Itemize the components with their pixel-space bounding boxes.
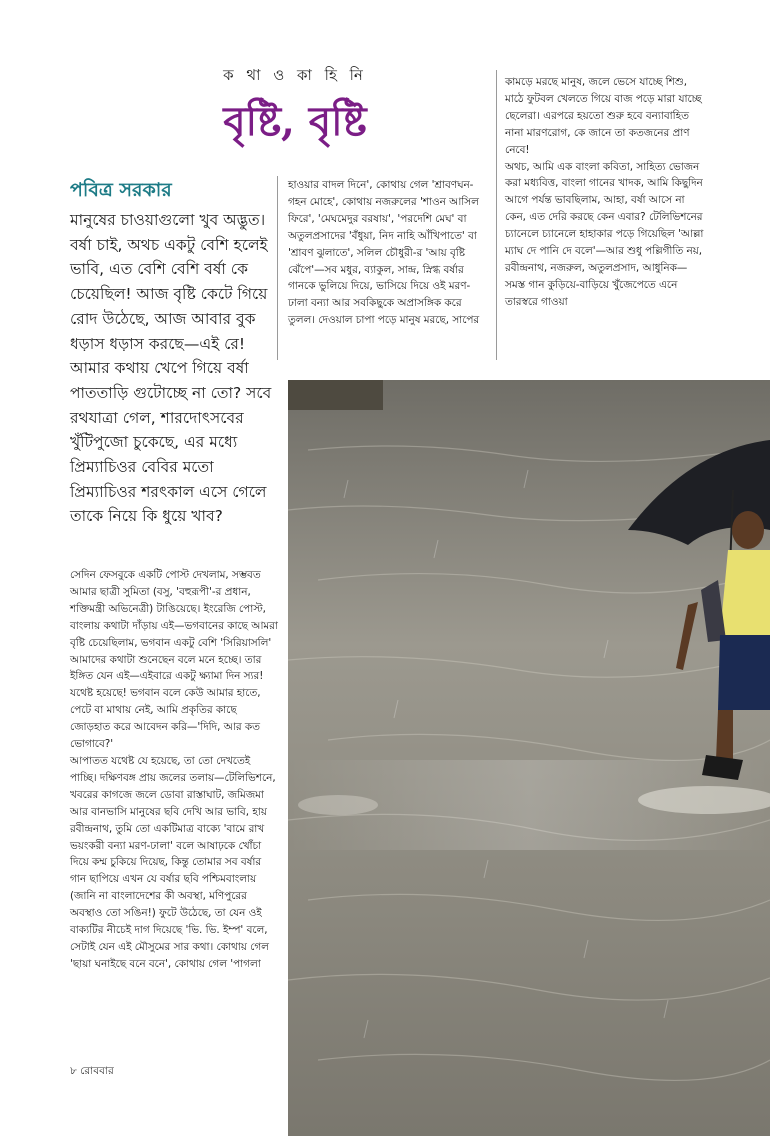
railing <box>288 380 383 410</box>
photo-illustration <box>288 380 770 1136</box>
body-column-3: কামড়ে মরছে মানুষ, জলে ভেসে যাচ্ছে শিশু, মাঠে ফুটবল খেলতে গিয়ে বাজ পড়ে মারা যাচ্ছে ছেলেরা। এরপরে হয়তো শুরু হবে বন্যাবাহিত নানা মারণরোগ, কে জানে তা কতজনের প্রাণ নেবে! অথচ, আমি এক বাংলা কবিতা, সাহিত্য ভোজন করা মধ্যবিত্ত, বাংলা গানের খাদক, আমি কিছুদিন আগে পর্যন্ত ভাবছিলাম, আহা, বর্ষা আসে না কেন, এত দেরি করছে কেন এবার? টেলিভিশনের চ্যানেলে চ্যানেলে হাহাকার পড়ে গিয়েছিল 'আল্লা ম্যাঘ দে পানি দে বলে'—আর শুধু পল্লিগীতি নয়, রবীন্দ্রনাথ, নজরুল, অতুলপ্রসাদ, আধুনিক—সমস্ত গান কুড়িয়ে-বাড়িয়ে খুঁজেপেতে এনে তারস্বরে গাওয়া <box>505 76 704 308</box>
intro-paragraph: মানুষের চাওয়াগুলো খুব অদ্ভুত। বর্ষা চাই, অথচ একটু বেশি হলেই ভাবি, এত বেশি বেশি বর্ষা কে চেয়েছিল! আজ বৃষ্টি কেটে গিয়ে রোদ উঠেছে, আজ আবার বুক ধড়াস ধড়াস করছে—এই রে! আমার কথায় খেপে গিয়ে বর্ষা পাততাড়ি গুটোচ্ছে না তো? সবে রথযাত্রা গেল, শারদোৎসবের খুঁটিপুজো চুকেছে, এর মধ্যে প্রিম্যাচিওর বেবির মতো প্রিম্যাচিওর শরৎকাল এসে গেলে তাকে নিয়ে কি ধুয়ে খাব? <box>70 211 272 526</box>
child-shirt <box>720 550 770 635</box>
column-divider <box>496 70 497 360</box>
body-column-2: হাওয়ার বাদল দিনে', কোথায় গেল 'শ্রাবণঘন-গহন মোহে', কোথায় নজরুলের 'শাওন আসিল ফিরে', 'মেঘমেদুর বরষায়', 'পরদেশি মেঘ' বা অতুলপ্রসাদের 'বঁধুয়া, নিদ নাহি আঁখিপাতে' বা 'শ্রাবণ ঝুলাতে', সলিল চৌধুরী-র 'আয় বৃষ্টি ঝেঁপে'—সব মধুর, ব্যাকুল, সান্দ্র, স্নিগ্ধ বর্ষার গানকে ভুলিয়ে দিয়ে, ভাসিয়ে দিয়ে ওই মরণ-ঢালা বন্যা আর সবকিছুকে অপ্রাসঙ্গিক করে তুলল। দেওয়াল চাপা পড়ে মানুষ মরছে, সাপের <box>288 179 480 327</box>
page-folio: ৮ রোববার <box>70 1065 114 1077</box>
headline: বৃষ্টি, বৃষ্টি <box>223 98 367 145</box>
body-column-1: সেদিন ফেসবুকে একটি পোস্ট দেখলাম, সম্ভবত আমার ছাত্রী সুমিতা (বসু, 'বহুরূপী'-র প্রধান, শক্তিমন্ত্রী অভিনেত্রী) টাঙিয়েছে। ইংরেজি পোস্ট, বাংলায় কথাটা দাঁড়ায় এই—ভগবানের কাছে আমরা বৃষ্টি চেয়েছিলাম, ভগবান একটু বেশি 'সিরিয়াসলি' আমাদের কথাটা শুনেছেন বলে মনে হচ্ছে। তার ইঙ্গিত যেন এই—এইবারে একটু ক্ষ্যামা দিন স্যর! যথেষ্ট হয়েছে! ভগবান বলে কেউ আমার হাতে, পেটে বা মাথায় নেই, আমি প্রকৃতির কাছে জোড়হাত করে আবেদন করি—'দিদি, আর কত ভোগাবে?' আপাতত যথেষ্ট যে হয়েছে, তা তো দেখতেই পাচ্ছি। দক্ষিণবঙ্গ প্রায় জলের তলায়—টেলিভিশনে, খবরের কাগজে জলে ডোবা রাস্তাঘাট, জমিজমা আর বানভাসি মানুষের ছবি দেখি আর ভাবি, হায় রবীন্দ্রনাথ, তুমি তো একটিমাত্র বাক্যে 'বামে রাখ ভয়ংকরী বন্যা মরণ-ঢালা' বলে আষাঢ়কে খোঁচা দিয়ে কম্ম চুকিয়ে দিয়েছ, কিন্তু তোমার সব বর্ষার গান ছাপিয়ে এখন যে বর্ষার ছবি পশ্চিমবাংলায় (জানি না বাংলাদেশের কী অবস্থা, মণিপুরের অবস্থাও তো সঙিন!) ফুটে উঠেছে, তা যেন ওই বাক্যটির নীচেই দাগ দিয়েছে 'ভি. ভি. ইম্প' বলে, সেটাই যেন এই মৌসুমের সার কথা। কোথায় গেল 'ছায়া ঘনাইছে বনে বনে', কোথায় গেল 'পাগলা <box>70 569 278 970</box>
section-label: ক থা ও কা হি নি <box>223 66 367 84</box>
rain-photo <box>288 380 770 1136</box>
splash <box>298 795 378 815</box>
child-head <box>732 511 764 549</box>
child-shorts <box>718 635 770 710</box>
author-byline: পবিত্র সরকার <box>70 179 172 201</box>
column-divider <box>277 176 278 360</box>
